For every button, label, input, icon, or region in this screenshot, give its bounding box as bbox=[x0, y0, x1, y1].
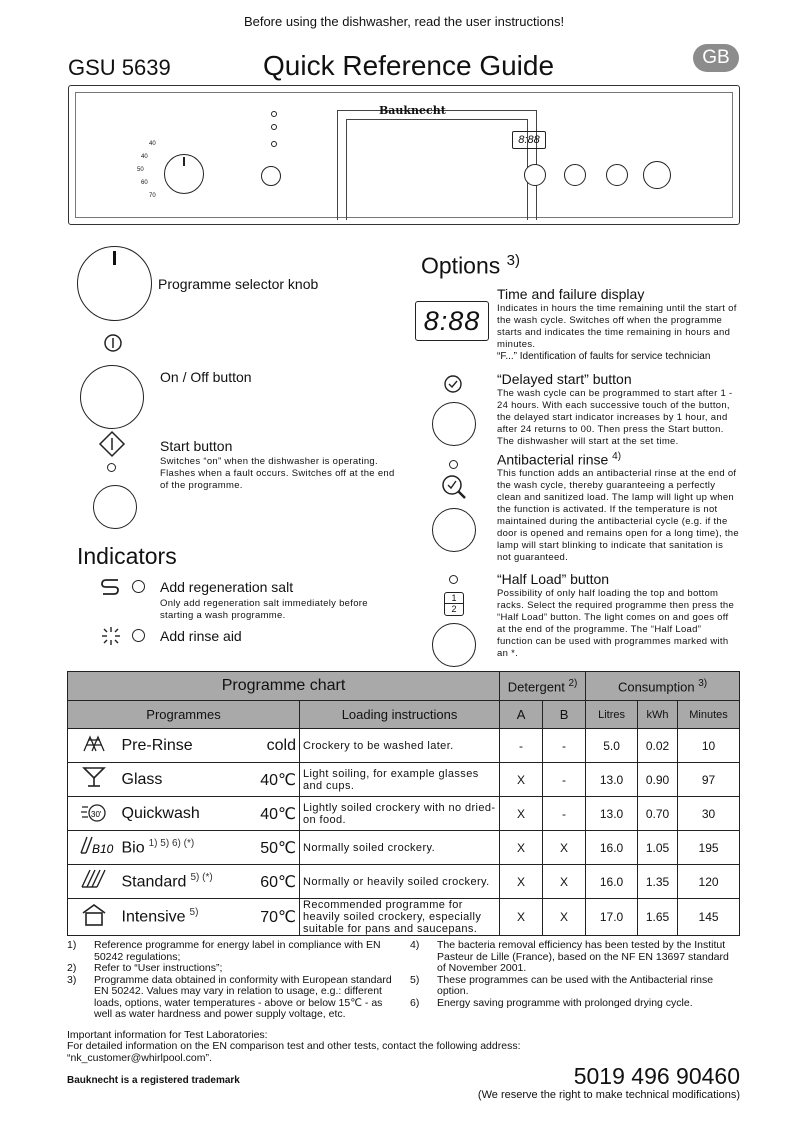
start-button[interactable] bbox=[93, 485, 137, 529]
kwh: 1.35 bbox=[638, 865, 678, 899]
panel-half-load-button[interactable] bbox=[564, 164, 586, 186]
chart-consumption-header: Consumption $^{3)}$ bbox=[586, 672, 740, 701]
programme-chart bbox=[67, 671, 740, 936]
minutes: 97 bbox=[678, 763, 740, 797]
reserve-note: (We reserve the right to make technical modifications) bbox=[477, 1089, 740, 1101]
rinse-title: Add rinse aid bbox=[160, 628, 242, 644]
chart-row bbox=[68, 899, 740, 936]
panel-rinse-lamp bbox=[271, 124, 277, 130]
col-minutes: Minutes bbox=[678, 701, 740, 729]
delay-icon bbox=[443, 374, 463, 394]
detergent-a: X bbox=[500, 899, 543, 936]
half-load-button[interactable] bbox=[432, 623, 476, 667]
panel-salt-lamp bbox=[271, 111, 277, 117]
intensive-icon bbox=[68, 899, 120, 936]
minutes: 10 bbox=[678, 729, 740, 763]
kwh: 1.05 bbox=[638, 831, 678, 865]
document-code: 5019 496 90460 bbox=[573, 1063, 740, 1089]
kwh: 0.90 bbox=[638, 763, 678, 797]
detergent-b: X bbox=[543, 831, 586, 865]
onoff-button[interactable] bbox=[80, 365, 144, 429]
programme-selector-knob[interactable] bbox=[77, 246, 152, 321]
half-load-icon: 1 2 bbox=[444, 592, 464, 616]
chart-row bbox=[68, 797, 740, 831]
programme-name: Intensive $^{5)}$ bbox=[120, 899, 250, 936]
col-b: B bbox=[543, 701, 586, 729]
litres: 13.0 bbox=[586, 797, 638, 831]
programme-name: Quickwash bbox=[120, 797, 250, 831]
time-description-faults: “F...” Identification of faults for service technician bbox=[497, 351, 711, 362]
programme-temperature: cold bbox=[250, 729, 300, 763]
detergent-b: - bbox=[543, 763, 586, 797]
col-programmes: Programmes bbox=[68, 701, 300, 729]
loading-instructions: Crockery to be washed later. bbox=[300, 729, 500, 763]
loading-instructions: Light soiling, for example glasses and cups. bbox=[300, 763, 500, 797]
salt-icon bbox=[100, 578, 122, 596]
rinse-lamp bbox=[132, 629, 145, 642]
options-heading: Options $^{3)}$ bbox=[421, 252, 520, 279]
footnote: 2) Refer to “User instructions”; bbox=[67, 962, 223, 974]
panel-start-button[interactable] bbox=[261, 166, 281, 186]
antibacterial-description: This function adds an antibacterial rinse at the end of the wash cycle, thereby guaranteeing a perfectly clean and sanitized load. The lamp will light up when the function is activated. If the temperature is not maintained during the antibacterial cycle (e.g. if the door is opened and remains open for a long time), the lamp will start blinking to indicate that sanitation is not guaranteed. bbox=[497, 468, 739, 563]
start-title: Start button bbox=[160, 438, 233, 454]
page-title: Quick Reference Guide bbox=[263, 50, 555, 81]
detergent-b: - bbox=[543, 729, 586, 763]
kwh: 0.02 bbox=[638, 729, 678, 763]
detergent-b: X bbox=[543, 865, 586, 899]
time-description: Indicates in hours the time remaining until the start of the wash cycle. Switches off when the programme starts and indicates the time remaining in hours and minutes. bbox=[497, 303, 737, 350]
delay-description: The wash cycle can be programmed to start after 1 - 24 hours. With each successive touch of the button, the delayed start indicator increases by 1 hour, and after 24 returns to 00. Then press the Start button. The dishwasher will start at the set time. bbox=[497, 388, 733, 447]
delay-title: “Delayed start” button bbox=[497, 371, 632, 387]
loading-instructions: Normally soiled crockery. bbox=[300, 831, 500, 865]
svg-text:B10: B10 bbox=[91, 842, 114, 856]
panel-delay-button[interactable] bbox=[524, 164, 546, 186]
antibacterial-title: Antibacterial rinse $^{4)}$ bbox=[497, 451, 622, 468]
bio-icon bbox=[68, 831, 120, 865]
programme-name: Pre-Rinse bbox=[120, 729, 250, 763]
glass-icon bbox=[68, 763, 120, 797]
lab-note-title: Important information for Test Laboratories: bbox=[67, 1029, 268, 1041]
panel-knob[interactable] bbox=[164, 154, 204, 194]
footnote: 1) Reference programme for energy label in compliance with EN 50242 regulations; bbox=[67, 939, 381, 963]
chart-row bbox=[68, 763, 740, 797]
selector-label: Programme selector knob bbox=[158, 276, 319, 292]
detergent-a: X bbox=[500, 865, 543, 899]
language-badge: GB bbox=[693, 44, 739, 72]
chart-detergent-header: Detergent $^{2)}$ bbox=[500, 672, 586, 701]
detergent-a: X bbox=[500, 763, 543, 797]
model-number: GSU 5639 bbox=[68, 55, 171, 80]
half-load-description: Possibility of only half loading the top and bottom racks. Select the required programme then press the “Half Load” button. The light comes on and goes off at the end of the programme. The “Half Load” function can be used with programmes marked with an *. bbox=[497, 588, 735, 659]
time-display: 8:88 bbox=[415, 301, 489, 341]
programme-temperature: 40℃ bbox=[250, 797, 300, 831]
delayed-start-button[interactable] bbox=[432, 402, 476, 446]
litres: 16.0 bbox=[586, 831, 638, 865]
detergent-a: X bbox=[500, 831, 543, 865]
top-note: Before using the dishwasher, read the user instructions! bbox=[243, 14, 565, 29]
antibacterial-icon bbox=[440, 473, 468, 499]
litres: 17.0 bbox=[586, 899, 638, 936]
chart-row bbox=[68, 729, 740, 763]
start-icon bbox=[99, 431, 125, 457]
footnotes-left bbox=[67, 940, 397, 1021]
minutes: 120 bbox=[678, 865, 740, 899]
pre-rinse-icon bbox=[68, 729, 120, 763]
salt-lamp bbox=[132, 580, 145, 593]
litres: 13.0 bbox=[586, 763, 638, 797]
detergent-b: - bbox=[543, 797, 586, 831]
kwh: 1.65 bbox=[638, 899, 678, 936]
footnote: 3) Programme data obtained in conformity with European standard EN 50242. Values may vary in relation to usage, e.g.: different loads, options, water temperatures - above or below 15℃ - as well as water hardness and power supply voltage, etc. bbox=[67, 973, 392, 1020]
panel-knob-labels: 40 40 50 60 70 bbox=[137, 141, 156, 199]
litres: 5.0 bbox=[586, 729, 638, 763]
col-a: A bbox=[500, 701, 543, 729]
minutes: 145 bbox=[678, 899, 740, 936]
loading-instructions: Normally or heavily soiled crockery. bbox=[300, 865, 500, 899]
standard-icon bbox=[68, 865, 120, 899]
start-lamp bbox=[107, 463, 116, 472]
lab-note: For detailed information on the EN comparison test and other tests, contact the following address: “nk_customer@whirlpool.com”. bbox=[67, 1040, 521, 1064]
salt-description: Only add regeneration salt immediately before starting a wash programme. bbox=[160, 598, 368, 621]
col-loading: Loading instructions bbox=[300, 701, 500, 729]
programme-temperature: 70℃ bbox=[250, 899, 300, 936]
start-description: Switches “on” when the dishwasher is operating. Flashes when a fault occurs. Switches off at the end of the programme. bbox=[160, 456, 395, 491]
loading-instructions: Lightly soiled crockery with no dried-on food. bbox=[300, 797, 500, 831]
footnote: 5) These programmes can be used with the Antibacterial rinse option. bbox=[410, 973, 714, 997]
kwh: 0.70 bbox=[638, 797, 678, 831]
footnotes-right bbox=[410, 940, 740, 1009]
col-litres: Litres bbox=[586, 701, 638, 729]
half-load-title: “Half Load” button bbox=[497, 571, 610, 587]
programme-temperature: 40℃ bbox=[250, 763, 300, 797]
loading-instructions: Recommended programme for heavily soiled crockery, especially suitable for pans and saucepans. bbox=[300, 899, 500, 936]
chart-row bbox=[68, 865, 740, 899]
programme-name: Standard $^{5) (*)}$ bbox=[120, 865, 250, 899]
panel-onoff-button[interactable] bbox=[643, 161, 671, 189]
time-title: Time and failure display bbox=[497, 286, 645, 302]
antibacterial-button[interactable] bbox=[432, 508, 476, 552]
panel-drawer bbox=[337, 110, 537, 220]
control-panel bbox=[68, 85, 740, 225]
litres: 16.0 bbox=[586, 865, 638, 899]
trademark-note: Bauknecht is a registered trademark bbox=[67, 1075, 240, 1086]
onoff-label: On / Off button bbox=[160, 369, 252, 385]
power-icon bbox=[103, 333, 123, 353]
salt-title: Add regeneration salt bbox=[160, 579, 294, 595]
programme-temperature: 50℃ bbox=[250, 831, 300, 865]
chart-row bbox=[68, 831, 740, 865]
chart-title: Programme chart bbox=[68, 672, 500, 701]
detergent-a: X bbox=[500, 797, 543, 831]
quickwash-icon bbox=[68, 797, 120, 831]
footnote: 6) Energy saving programme with prolonged drying cycle. bbox=[410, 996, 693, 1009]
half-load-lamp bbox=[449, 575, 458, 584]
programme-name: Glass bbox=[120, 763, 250, 797]
detergent-a: - bbox=[500, 729, 543, 763]
footnote: 4) The bacteria removal efficiency has been tested by the Institut Pasteur de Lille (France), based on the NF EN 13697 standard of November 2001. bbox=[410, 939, 729, 974]
minutes: 195 bbox=[678, 831, 740, 865]
minutes: 30 bbox=[678, 797, 740, 831]
programme-name: Bio $^{1) 5) 6) (*)}$ bbox=[120, 831, 250, 865]
col-kwh: kWh bbox=[638, 701, 678, 729]
panel-start-lamp bbox=[271, 141, 277, 147]
panel-antibacterial-button[interactable] bbox=[606, 164, 628, 186]
indicators-heading: Indicators bbox=[77, 543, 177, 569]
detergent-b: X bbox=[543, 899, 586, 936]
rinse-aid-icon bbox=[100, 625, 122, 647]
svg-text:30': 30' bbox=[90, 810, 102, 819]
brand-logo: Bauknecht bbox=[379, 104, 446, 117]
programme-temperature: 60℃ bbox=[250, 865, 300, 899]
antibacterial-lamp bbox=[449, 460, 458, 469]
panel-display: 8:88 bbox=[512, 131, 546, 149]
